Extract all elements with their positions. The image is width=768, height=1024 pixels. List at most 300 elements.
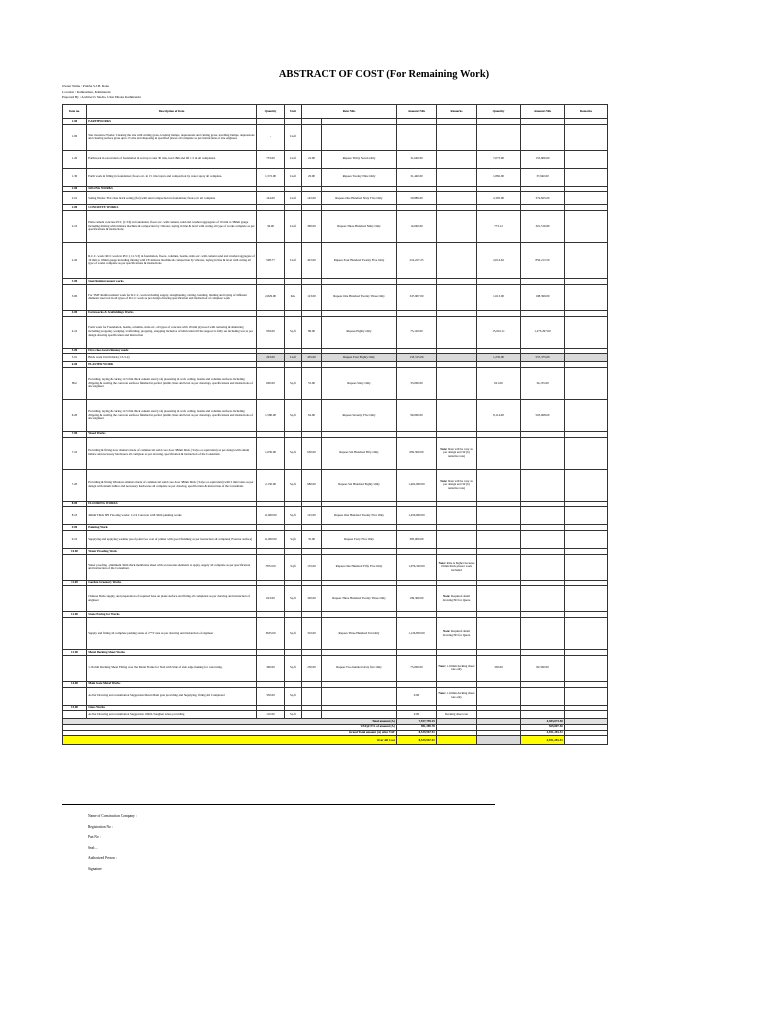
item-description: Supply and fitting all complete parking stone of 2"*2' size as per drawing and instruction of engineer (87, 618, 257, 650)
amount-2 (521, 618, 565, 650)
rate (302, 124, 322, 150)
quantity-2 (477, 618, 521, 650)
remarks (437, 316, 477, 348)
overall-blank-3 (565, 736, 608, 745)
quantity: 2,829.00 (257, 284, 285, 310)
table-row (63, 655, 608, 681)
remarks-2 (565, 687, 608, 705)
section-no: 7.00 (63, 431, 87, 437)
section-no: 13.00 (63, 650, 87, 656)
section-title: FLOORING WORKS (87, 501, 257, 507)
amount: 0.00 (397, 711, 437, 719)
amount-2: 155,606.00 (521, 150, 565, 168)
item-description: 1.16 mm Decking Sheet Fitting over the Metal Frame for Slab with Side of slab edge making for concreting. (87, 655, 257, 681)
item-description: Supplying and applying weather proof paint two coat of primer with good finishing as per instruction all complete( Exterior surface) (87, 531, 257, 549)
quantity: 330.00 (257, 687, 285, 705)
header-amount-2: Amount NRs (521, 105, 565, 119)
quantity-2: 2,014.62 (477, 243, 521, 279)
section-title: SOLING WORKS (87, 186, 257, 192)
amount: 347,967.00 (397, 284, 437, 310)
overall-cost-label: Over All Cost (63, 736, 397, 745)
quantity: 3635.00 (257, 618, 285, 650)
unit: Sq.ft (285, 687, 302, 705)
unit: Sqft (285, 554, 302, 580)
unit: Sq.ft (285, 469, 302, 501)
remarks-2 (565, 554, 608, 580)
section-title: Stone Paving for Works (87, 612, 257, 618)
quantity: 1,580.00 (257, 399, 285, 431)
amount-2: 503,068.00 (521, 399, 565, 431)
amount: 199,360.00 (397, 586, 437, 612)
total-amount-2: 4,383,073.50 (521, 719, 565, 725)
amount-2: 557,375.00 (521, 354, 565, 362)
amount: 33,000.00 (397, 367, 437, 399)
item-description: Earthwork in excavation of foundation in soil up to size 30 cms, lead 18m and lift 1.5 m all completed. (87, 150, 257, 168)
unit: KG (285, 284, 302, 310)
item-no: 2.01 (63, 192, 87, 205)
item-description: Earth work in filling in foundation; floors etc. in 15 cms layers and compaction by water spray all complete. (87, 168, 257, 186)
section-title: Painting Work (87, 525, 257, 531)
signature-divider (62, 804, 495, 805)
rate-in-words: Rupees Three Hundred Twenty Three Only (322, 586, 397, 612)
item-no (63, 554, 87, 580)
section-title: Main Gate Metal Works (87, 681, 257, 687)
location: Location : Kalikasthan, Kathmandu (62, 89, 111, 94)
rate: 125.00 (302, 507, 322, 525)
remarks: Note: Required detail drawing/3D for Quote (437, 586, 477, 612)
quantity-2 (477, 124, 521, 150)
quantity: 623.00 (257, 586, 285, 612)
amount: 385,000.00 (397, 531, 437, 549)
table-row (63, 284, 608, 310)
quantity-2: 15,916.11 (477, 316, 521, 348)
section-no: 5.00 (63, 348, 87, 354)
table-row (63, 586, 608, 612)
table-row (63, 507, 608, 525)
unit: Cu.ft (285, 168, 302, 186)
remarks (437, 243, 477, 279)
section-no: 12.00 (63, 612, 87, 618)
section-no: 14.00 (63, 681, 87, 687)
page-title: ABSTRACT OF COST (For Remaining Work) (278, 69, 490, 80)
item-no (63, 711, 87, 719)
remarks-2 (565, 367, 608, 399)
table-row (63, 150, 608, 168)
header-item: Item no. (63, 105, 87, 119)
remarks: Note: 1.16mm decking sheet rate only (437, 687, 477, 705)
remarks-2 (565, 168, 608, 186)
rate-in-words: Rupees Two hundred sixty five Only (322, 655, 397, 681)
remarks: Note: Rate will be vary as per design and 30 (b) tentative rate) (437, 469, 477, 501)
grand-total-label: Grand Total amount (A) after VAT (63, 730, 397, 736)
rate: 145.00 (302, 192, 322, 205)
rate: 62.00 (302, 399, 322, 431)
amount: 31,440.00 (397, 168, 437, 186)
section-no: 1.00 (63, 119, 87, 125)
remarks (437, 211, 477, 243)
unit: Sq.ft (285, 507, 302, 525)
remarks: Note: 1.16mm decking sheet rate only (437, 655, 477, 681)
item-description: Form work for Foundation, beams, columns, slabs etc. all types of concrete with 18 mm plywood with centering & shuttering including propping, wedging, scaffolding, propping, strapping inclusive of lubrication till the support is fully set including wet as per design drawing specification and instruction (87, 316, 257, 348)
vat-label: VAT@13% of amount (A) (63, 724, 397, 730)
rate (302, 687, 322, 705)
section-no: 8.00 (63, 501, 87, 507)
unit: Sq.ft (285, 437, 302, 469)
quantity-2 (477, 586, 521, 612)
item-no: 5.01 (63, 354, 87, 362)
item-description: For TMT Reinforcement work for R.C.C. work including supply, straightening, cutting, bending, binding and laying of different diameter steel rod in all types of R.C.C work as per design drawing specification and instruction of complete work (87, 284, 257, 310)
remarks-2 (565, 437, 608, 469)
item-description: Providing & fitting Windows shutters made of commercial solid core door 38mm thick ( Saiyo or equivalent) with 5 mm Glass as per design with sinum lathice and necessary hardwares all complete as per drawing, specification & instruction of the Consultant. (87, 469, 257, 501)
amount: 20,880.00 (397, 192, 437, 205)
table-row (63, 687, 608, 705)
remarks: Note: Rate will be vary as per design and 30 (b) tentative rate) (437, 437, 477, 469)
section-no: 9.00 (63, 525, 87, 531)
amount: 682,500.00 (397, 437, 437, 469)
remarks (437, 124, 477, 150)
quantity-2: 1,613.00 (477, 284, 521, 310)
quantity: 293.00 (257, 354, 285, 362)
amount-2: 82,500.00 (521, 655, 565, 681)
rate: 155.00 (302, 554, 322, 580)
unit: Sq.ft (285, 316, 302, 348)
amount-2 (521, 554, 565, 580)
section-title: Wood Works (87, 431, 257, 437)
amount: 75,000.00 (397, 655, 437, 681)
registration-field: Registration No : (88, 824, 113, 829)
remarks-2 (565, 150, 608, 168)
remarks (437, 192, 477, 205)
grand-total-amount: 8,539,967.91 (397, 730, 437, 736)
overall-blank (437, 736, 477, 745)
remarks-2 (565, 192, 608, 205)
section-no: 15.00 (63, 705, 87, 711)
remarks-2 (565, 124, 608, 150)
table-row (63, 354, 608, 362)
rate: 680.00 (302, 469, 322, 501)
section-title: Metal Decking Sheet Works (87, 650, 257, 656)
amount-2 (521, 531, 565, 549)
amount-2 (521, 507, 565, 525)
quantity: 1,572.00 (257, 168, 285, 186)
rate-in-words: Rupees One Hundred Fifty Five Only (322, 554, 397, 580)
rate-in-words: Rupees Forty Five Only (322, 531, 397, 549)
item-description: As Per Drawing and consultation Suggestion Metal Main gate providing and Supplying, fitting All Completed (87, 687, 257, 705)
unit: Sq.ft (285, 399, 302, 431)
pan-field: Pan No : (88, 835, 101, 840)
amount-2: 37,640.00 (521, 168, 565, 186)
authorized-person-field: Authorized Person : (88, 856, 117, 861)
remarks-2 (565, 399, 608, 431)
quantity-2: 773.12 (477, 211, 521, 243)
quantity-2 (477, 469, 521, 501)
section-title: First class local chimney made (87, 348, 257, 354)
header-unit: Unit (285, 105, 302, 119)
table-body (63, 119, 608, 719)
owner-name: Owner Name : Prabha S.J.B. Rana (62, 84, 109, 88)
unit: Cu.ft (285, 243, 302, 279)
item-no: 7.10 (63, 437, 87, 469)
item-description: Providing, laying & curing 12.5 mm thick cement sand (1:4) plastering in wall, ceiling, beams and columns surfaces including chipping & wetting the concrete surfaces finished in perfect plumb, lines and level as per drawings, specifications and instructions of site engineer (87, 367, 257, 399)
remarks-2 (565, 354, 608, 362)
table-row (63, 554, 608, 580)
rate-in-words (322, 687, 397, 705)
quantity-2: 621.00 (477, 367, 521, 399)
overall-cost-row (63, 736, 608, 745)
project-meta (62, 84, 141, 101)
table-row (63, 367, 608, 399)
amount-2 (521, 711, 565, 719)
quantity: 508.77 (257, 243, 285, 279)
table-row (63, 316, 608, 348)
rate: 310.00 (302, 618, 322, 650)
rate: 320.00 (302, 586, 322, 612)
cost-abstract-table (62, 104, 608, 745)
table-row (63, 618, 608, 650)
quantity-2 (477, 437, 521, 469)
quantity: 733.00 (257, 150, 285, 168)
remarks-2 (565, 507, 608, 525)
signature-field: Signature (88, 866, 102, 871)
section-no: 6.00 (63, 362, 87, 368)
item-no (63, 618, 87, 650)
vat-amount-2: 569,807.56 (521, 724, 565, 730)
overall-cost-amount: 8,539,967.91 (397, 736, 437, 745)
amount: 133,315.00 (397, 354, 437, 362)
seal-field: Seal:... (88, 845, 98, 850)
item-description: Brick work 9 inch thick (1:3-5-4) (87, 354, 257, 362)
section-no: 4.00 (63, 310, 87, 316)
table-row (63, 243, 608, 279)
amount-2: 856,213.50 (521, 243, 565, 279)
header-rate: Rate NRs (302, 105, 397, 119)
quantity: - (257, 124, 285, 150)
rate-in-words: Rupees Sixty Only (322, 367, 397, 399)
unit: Cu.ft (285, 211, 302, 243)
remarks (437, 367, 477, 399)
rate-in-words: Rupees Three Hundred Ten Only (322, 618, 397, 650)
amount: 1,450,000.00 (397, 507, 437, 525)
item-no: 2.20 (63, 243, 87, 279)
header-quantity: Quantity (257, 105, 285, 119)
total-label: Total amount (A) (63, 719, 397, 725)
remarks: Decking sheet rate (437, 711, 477, 719)
header-remarks-2: Remarks (565, 105, 608, 119)
amount (397, 124, 437, 150)
amount-2 (521, 687, 565, 705)
rate-in-words: Rupees One Hundred Twenty Five Only (322, 507, 397, 525)
amount: 31,640.00 (397, 150, 437, 168)
quantity-2 (477, 687, 521, 705)
quantity-2: 1,882.00 (477, 168, 521, 186)
item-description: As Per Drawing and consultation Suggestion 10mm Toughen Glass providing (87, 711, 257, 719)
section-title: CONCRETE WORKS (87, 205, 257, 211)
remarks-2 (565, 655, 608, 681)
rate-in-words: Rupees One Hundred Twenty Three Only (322, 284, 397, 310)
rate: 35.00 (302, 531, 322, 549)
rate: 250.00 (302, 655, 322, 681)
rate: 455.00 (302, 354, 322, 362)
header-amount: Amount NRs (397, 105, 437, 119)
unit: Sq.ft (285, 586, 302, 612)
rate-in-words: Rupees Seventy Five Only (322, 399, 397, 431)
company-name-field: Name of Construction Company : (88, 814, 137, 818)
table-row (63, 192, 608, 205)
rate (302, 711, 322, 719)
quantity: 300.00 (257, 655, 285, 681)
remarks (437, 354, 477, 362)
unit: Cu.ft (285, 124, 302, 150)
quantity-2 (477, 554, 521, 580)
remarks-2 (565, 316, 608, 348)
remarks (437, 284, 477, 310)
item-description: Soling Works: Flat class brick soling (flat) with sand compaction in foundation; floors etc all complete (87, 192, 257, 205)
amount-2 (521, 469, 565, 501)
rate-in-words: Rupees Six Hundred Eighty Only (322, 469, 397, 501)
section-title: Steel Reinforcement works (87, 279, 257, 285)
unit: Cu.ft (285, 150, 302, 168)
remarks-2 (565, 211, 608, 243)
remarks-2 (565, 586, 608, 612)
quantity: 11,000.00 (257, 531, 285, 549)
remarks (437, 531, 477, 549)
table-row (63, 437, 608, 469)
remarks: Note: Required detail drawing/3D for Quote (437, 618, 477, 650)
totals-block (63, 719, 608, 745)
unit: Sq.ft (285, 367, 302, 399)
item-no: 1.20 (63, 150, 87, 168)
section-no: 2.00 (63, 186, 87, 192)
section-title: Garden Greenary Works (87, 580, 257, 586)
rate: 55.00 (302, 367, 322, 399)
rate-in-words: Rupees Thirty Seven Only (322, 150, 397, 168)
quantity-2: 330.00 (477, 655, 521, 681)
table-row (63, 711, 608, 719)
item-no: 1.30 (63, 168, 87, 186)
quantity-2: 1,235.00 (477, 354, 521, 362)
quantity-2 (477, 711, 521, 719)
item-description: 40mm Thick IPS Flooring works: 1:2:4 Concrete with 3mm punning works (87, 507, 257, 525)
prepared-by: Prepared By : Architect's Studio, Uttar Dhoka Kathmandu (62, 95, 141, 100)
item-description: R.C.C. work: RCC work in PCC (1:1.5:3) in foundation, floors, columns, beams, slabs etc. with cement sand and crushed aggregate of 10 mm to 18mm gauge including mixing with CE mixture machine & compaction by vibrator, laying in line & level with curing all type of works complete as per specifications & instructions (87, 243, 257, 279)
header-remarks: Remarks (437, 105, 477, 119)
quantity: 939.00 (257, 316, 285, 348)
section-no: 11.00 (63, 580, 87, 586)
quantity-2: 7,073.00 (477, 150, 521, 168)
quantity: 2,150.00 (257, 469, 285, 501)
item-description: Providing, laying & curing 12.5 mm thick cement sand (1:4) plastering in wall, ceiling, beams and columns surfaces including chipping & wetting the concrete surfaces finished in perfect plumb, lines and level as per drawings, specifications and instructions of site engineer (87, 399, 257, 431)
rate-in-words: Rupees Four Eighty Only (322, 354, 397, 362)
unit: Cu.ft (285, 354, 302, 362)
item-no (63, 586, 87, 612)
rate-in-words: Rupees Eighty Only (322, 316, 397, 348)
quantity: 36.00 (257, 211, 285, 243)
rate: 80.00 (302, 316, 322, 348)
section-title: Glass Works (87, 705, 257, 711)
rate-in-words (322, 711, 397, 719)
amount-2: 374,825.00 (521, 192, 565, 205)
section-title: Water Proofing Work (87, 549, 257, 555)
remarks (437, 399, 477, 431)
section-title: Formworks & Scaffoldings Works (87, 310, 257, 316)
unit: Sq.ft (285, 711, 302, 719)
unit: Sq.ft (285, 618, 302, 650)
rate: 425.00 (302, 243, 322, 279)
item-description: Water proofing , minimum 3mm thick membrane sheet with accessories elements to apply, supply all complete as per specification and instruction of the Consultant. (87, 554, 257, 580)
quantity-2 (477, 531, 521, 549)
remarks-2 (565, 711, 608, 719)
unit: Sq.ft (285, 655, 302, 681)
section-title: EARTHWORKS (87, 119, 257, 125)
section-title: PLASTER WORK (87, 362, 257, 368)
amount-2: 198,399.00 (521, 284, 565, 310)
item-no: 1.00 (63, 124, 87, 150)
item-no (63, 655, 87, 681)
overall-blank-2 (477, 736, 521, 745)
remarks-2 (565, 243, 608, 279)
amount: 0.00 (397, 687, 437, 705)
item-description: Chinese Dubo supply, and preparation of required base on plane surface and fitting all completed as per drawing and instruction of engineer (87, 586, 257, 612)
grand-total-amount-2: 4,951,281.51 (521, 730, 565, 736)
amount: 75,120.00 (397, 316, 437, 348)
amount-2 (521, 124, 565, 150)
overall-cost-amount-2: 4,951,281.51 (521, 736, 565, 745)
rate: 22.00 (302, 150, 322, 168)
table-row (63, 168, 608, 186)
remarks: Note: Rate is higher because 10mm thick plaster work included (437, 554, 477, 580)
unit: Cu.ft (285, 192, 302, 205)
remarks-2 (565, 531, 608, 549)
amount: 1,076,320.00 (397, 554, 437, 580)
amount-2: 301,516.80 (521, 211, 565, 243)
item-no: 3.00 (63, 284, 87, 310)
item-description: Site clearance Works: Clearing the site with cutting grass, leveling bumps, depressions and cutting grass, levelling bumps, depressions and clearing surface grass upto 15 cms and disposing in specified places all complete as per instructions of site engineer. (87, 124, 257, 150)
quantity-2 (477, 507, 521, 525)
total-amount: 7,557,759.25 (397, 719, 437, 725)
item-no: Hut (63, 367, 87, 399)
rate: 650.00 (302, 437, 322, 469)
quantity: 11,600.00 (257, 507, 285, 525)
header-description: Description of Item (87, 105, 257, 119)
amount: 216,227.25 (397, 243, 437, 279)
amount: 14,040.00 (397, 211, 437, 243)
quantity: 1,050.00 (257, 437, 285, 469)
rate-in-words: Rupees Twenty Nine Only (322, 168, 397, 186)
rate-in-words (322, 124, 397, 150)
remarks (437, 507, 477, 525)
rate: 390.00 (302, 211, 322, 243)
item-description: Plain cement concrete PCC (1:3:6) in foundation, floors etc. with cement, sand and crushed aggregates of 10 mm to 38mm gauge including mixing with mixture machine & compaction by vibrator, laying in line & level with curing all type of works complete as per specifications & instructions (87, 211, 257, 243)
rate-in-words: Rupees Six Hundred Fifty Only (322, 437, 397, 469)
remarks-2 (565, 284, 608, 310)
rate-in-words: Rupees Four Hundred Twenty Five Only (322, 243, 397, 279)
quantity: 600.00 (257, 367, 285, 399)
footer-block (88, 811, 137, 875)
quantity-2: 2,305.00 (477, 192, 521, 205)
rate-in-words: Rupees Three Hundred Ninty Only (322, 211, 397, 243)
item-no: 6.20 (63, 399, 87, 431)
table-row (63, 211, 608, 243)
table-row (63, 469, 608, 501)
rate-in-words: Rupees One Hundred Sixty Five Only (322, 192, 397, 205)
section-no: 10.00 (63, 549, 87, 555)
quantity: 110.00 (257, 711, 285, 719)
header-quantity-2: Quantity (477, 105, 521, 119)
item-no: 8.10 (63, 507, 87, 525)
item-no: 4.10 (63, 316, 87, 348)
amount: 1,126,850.00 (397, 618, 437, 650)
item-no: 9.10 (63, 531, 87, 549)
